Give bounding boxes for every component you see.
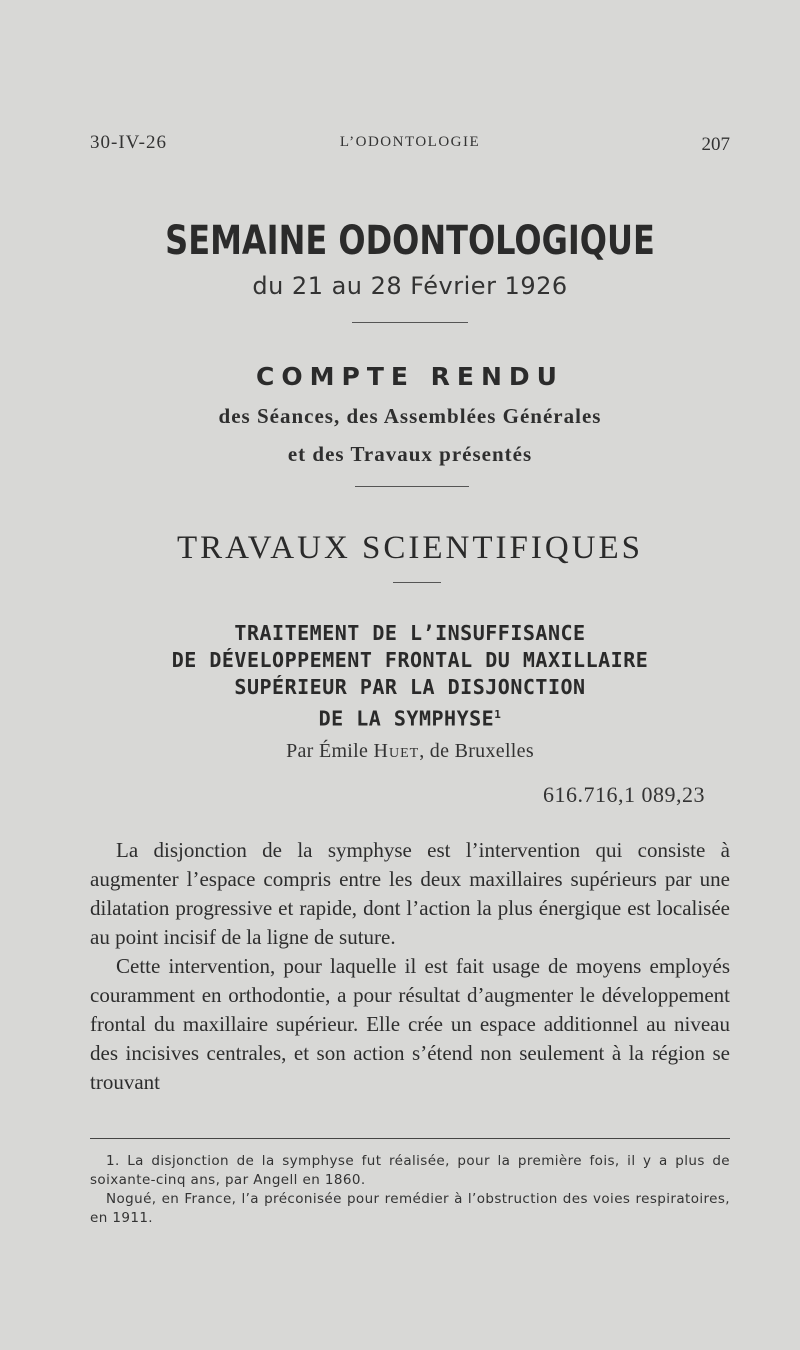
page-number: 207 bbox=[701, 134, 730, 155]
article-title bbox=[90, 620, 730, 733]
classification-code: 616.716,1 089,23 bbox=[543, 782, 705, 807]
report-subheading-line-2: et des Travaux présentés bbox=[287, 442, 533, 466]
issue-date: 30-IV-26 bbox=[90, 132, 167, 153]
divider-rule bbox=[355, 486, 469, 487]
footnote: Nogué, en France, l’a préconisée pour remédier à l’obstruction des voies respiratoires, en 1911. bbox=[90, 1191, 730, 1226]
footnote-marker[interactable]: 1 bbox=[494, 708, 502, 721]
article-title-line: SUPÉRIEUR PAR LA DISJONCTION bbox=[234, 675, 586, 699]
masthead-title: SEMAINE ODONTOLOGIQUE bbox=[165, 218, 655, 264]
masthead-dates: du 21 au 28 Février 1926 bbox=[252, 272, 568, 300]
body-paragraph: La disjonction de la symphyse est l’intervention qui consiste à augmenter l’espace compris entre les deux maxillaires supérieurs par une dilatation progressive et rapide, dont l’action la plus énergique est localisée au point incisif de la ligne de suture. bbox=[90, 838, 730, 949]
divider-rule bbox=[352, 322, 468, 323]
body-paragraph: Cette intervention, pour laquelle il est fait usage de moyens employés couramment en orthodontie, a pour résultat d’augmenter le développement frontal du maxillaire supérieur. Elle crée un espace additionnel au niveau des incisives centrales, et son action s’étend non seulement à la région se trouvant bbox=[90, 954, 730, 1094]
report-subheading-line-1: des Séances, des Assemblées Générales bbox=[218, 404, 602, 428]
journal-name: L’ODONTOLOGIE bbox=[339, 134, 481, 150]
footnote: 1. La disjonction de la symphyse fut réalisée, pour la première fois, il y a plus de soixante-cinq ans, par Angell en 1860. bbox=[90, 1153, 730, 1188]
running-header bbox=[90, 132, 730, 162]
article-title-line: DE DÉVELOPPEMENT FRONTAL DU MAXILLAIRE bbox=[171, 648, 649, 672]
footnote-divider bbox=[90, 1138, 730, 1139]
article-author bbox=[90, 740, 730, 763]
article-body bbox=[90, 836, 730, 1097]
author-affiliation: , de Bruxelles bbox=[419, 740, 534, 762]
article-title-line: DE LA SYMPHYSE$^1$ bbox=[318, 706, 502, 731]
section-title: TRAVAUX SCIENTIFIQUES bbox=[176, 530, 644, 566]
footnotes bbox=[90, 1152, 730, 1228]
author-prefix: Par Émile bbox=[286, 740, 369, 762]
divider-rule-short bbox=[393, 582, 441, 583]
report-heading: COMPTE RENDU bbox=[256, 362, 564, 391]
article-title-line: TRAITEMENT DE L’INSUFFISANCE bbox=[234, 621, 586, 645]
author-surname: Huet bbox=[373, 740, 420, 762]
